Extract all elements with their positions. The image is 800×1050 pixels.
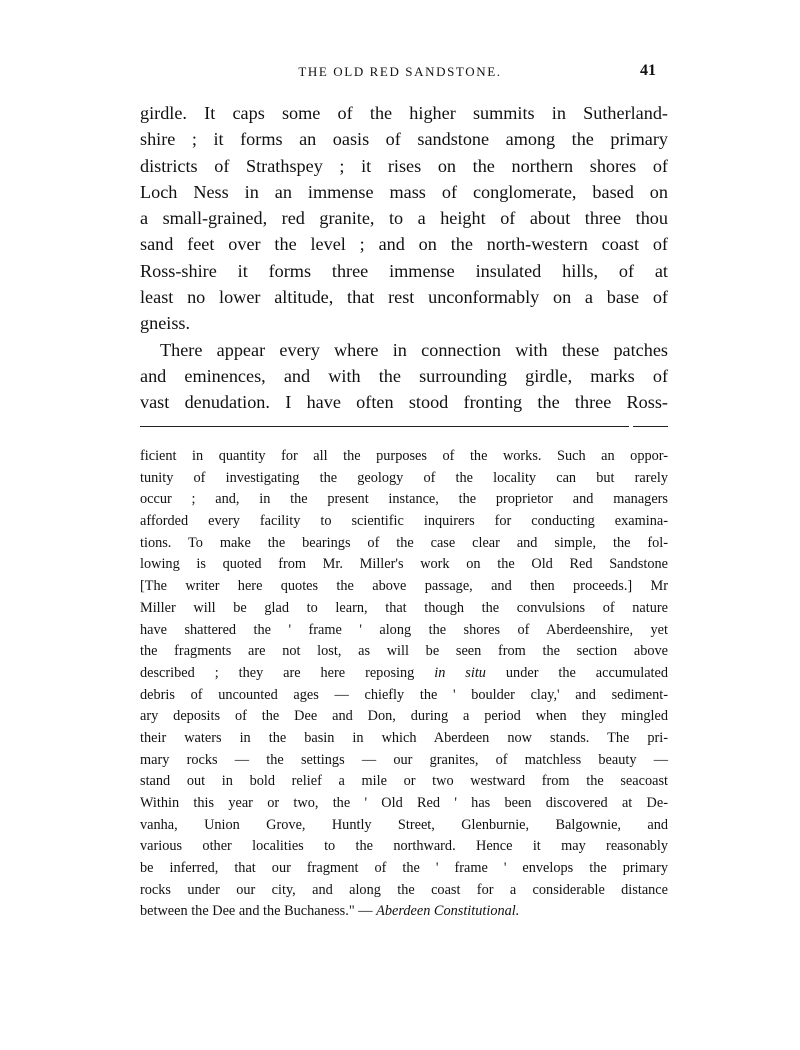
footnote-line: the fragments are not lost, as will be seen from the section above	[140, 643, 668, 660]
footnote-line: Miller will be glad to learn, that though the convulsions of nature	[140, 599, 668, 616]
footnote-divider-gap	[629, 424, 633, 429]
text-line: a small-grained, red granite, to a height of about three thou	[140, 208, 668, 229]
source-attribution: Aberdeen Constitutional.	[376, 903, 520, 920]
text-line: shire ; it forms an oasis of sandstone among the primary	[140, 129, 668, 150]
footnote-line-end: under the accumulated	[505, 664, 669, 681]
text-line: gneiss.	[140, 313, 191, 334]
footnote-line: tions. To make the bearings of the case clear and simple, the fol-	[140, 534, 668, 551]
footnote-line: various other localities to the northward. Hence it may reasonably	[140, 838, 668, 855]
footnote-line-start: described ; they are here reposing	[140, 664, 415, 681]
text-line: girdle. It caps some of the higher summits in Sutherland-	[140, 103, 668, 123]
footnote-last-line	[140, 901, 668, 923]
footnote-line: be inferred, that our fragment of the ' frame ' envelops the primary	[140, 860, 668, 877]
in-situ-italic: in situ	[434, 664, 486, 681]
footnote-line: rocks under our city, and along the coast for a considerable distance	[140, 881, 668, 898]
footnote-line: ary deposits of the Dee and Don, during a period when they mingled	[140, 708, 668, 725]
text-line: least no lower altitude, that rest unconformably on a base of	[140, 287, 668, 308]
footnote-line: afforded every facility to scientific inquirers for conducting examina-	[140, 513, 668, 530]
running-title: THE OLD RED SANDSTONE.	[298, 64, 502, 79]
footnote-line: [The writer here quotes the above passage, and then proceeds.] Mr	[140, 578, 668, 595]
text-line: sand feet over the level ; and on the north-western coast of	[140, 234, 668, 255]
text-line: Ross-shire it forms three immense insulated hills, of at	[140, 260, 668, 281]
main-text	[140, 100, 668, 416]
footnote-line-start: between the Dee and the Buchaness." —	[140, 903, 373, 920]
footnote-line: mary rocks — the settings — our granites, of matchless beauty —	[140, 751, 668, 768]
running-head	[140, 62, 660, 84]
footnote-line: ficient in quantity for all the purposes of the works. Such an oppor-	[140, 448, 668, 464]
footnote-line: tunity of investigating the geology of the locality can but rarely	[140, 469, 668, 486]
page-number: 41	[640, 62, 656, 79]
footnote-line-in-situ	[140, 663, 668, 685]
text-line: districts of Strathspey ; it rises on the northern shores of	[140, 155, 668, 176]
text-line: There appear every where in connection with these patches	[160, 339, 668, 360]
footnote-line: their waters in the basin in which Aberdeen now stands. The pri-	[140, 729, 668, 746]
footnote-line: lowing is quoted from Mr. Miller's work on the Old Red Sandstone	[140, 556, 668, 573]
footnote-line: stand out in bold relief a mile or two westward from the seacoast	[140, 773, 668, 790]
footnote-line: Within this year or two, the ' Old Red ' has been discovered at De-	[140, 795, 668, 811]
footnote	[140, 446, 668, 923]
footnote-line: have shattered the ' frame ' along the shores of Aberdeenshire, yet	[140, 621, 668, 638]
footnote-line: debris of uncounted ages — chiefly the ' boulder clay,' and sediment-	[140, 686, 668, 703]
text-line: Loch Ness in an immense mass of conglomerate, based on	[140, 181, 668, 202]
footnote-line: vanha, Union Grove, Huntly Street, Glenburnie, Balgownie, and	[140, 816, 668, 833]
footnote-divider	[140, 426, 668, 427]
footnote-line: occur ; and, in the present instance, the proprietor and managers	[140, 491, 668, 508]
text-line: vast denudation. I have often stood fronting the three Ross-	[140, 392, 668, 413]
text-line: and eminences, and with the surrounding girdle, marks of	[140, 365, 668, 386]
